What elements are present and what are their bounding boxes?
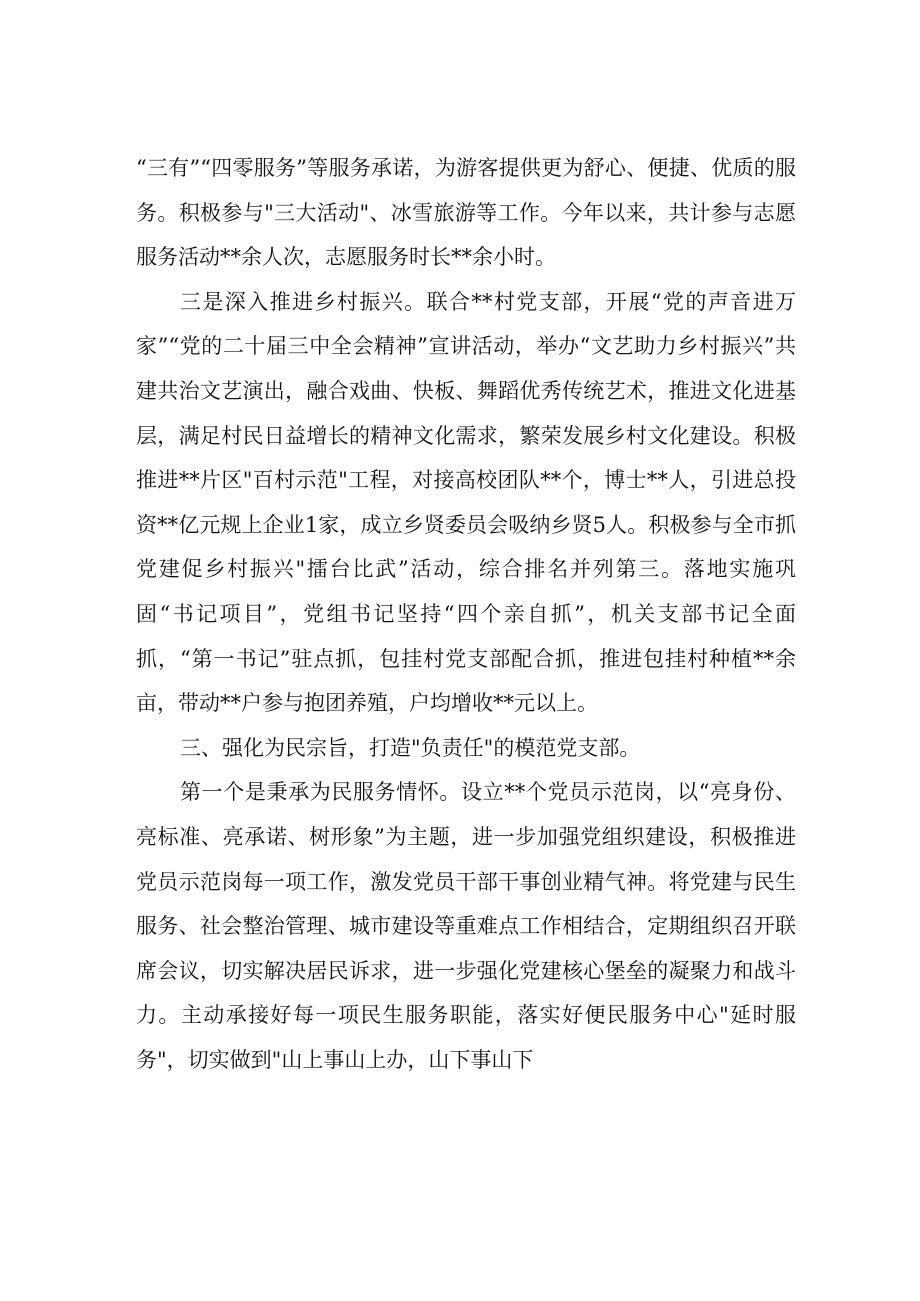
section-heading-three: 三、强化为民宗旨，打造"负责任"的模范党支部。 bbox=[180, 735, 641, 760]
document-body bbox=[136, 146, 796, 1082]
paragraph-serve-people: 第一个是秉承为民服务情怀。设立**个党员示范岗，以“亮身份、亮标准、亮承诺、树形象”为主题，进一步加强党组织建设，积极推进党员示范岗每一项工作，激发党员干部干事创业精气神。将党建与民生服务、社会整治管理、城市建设等重难点工作相结合，定期组织召开联席会议，切实解决居民诉求，进一步强化党建核心堡垒的凝聚力和战斗力。主动承接好每一项民生服务职能，落实好便民服务中心"延时服务"，切实做到"山上事山上办，山下事山下 bbox=[136, 780, 796, 1072]
paragraph-continuation: “三有”“四零服务”等服务承诺，为游客提供更为舒心、便捷、优质的服务。积极参与"三大活动"、冰雪旅游等工作。今年以来，共计参与志愿服务活动**余人次，志愿服务时长**余小时。 bbox=[136, 156, 796, 270]
paragraph-rural-revitalization: 三是深入推进乡村振兴。联合**村党支部，开展“党的声音进万家”“党的二十届三中全会精神”宣讲活动，举办“文艺助力乡村振兴”共建共治文艺演出，融合戏曲、快板、舞蹈优秀传统艺术，推进文化进基层，满足村民日益增长的精神文化需求，繁荣发展乡村文化建设。积极推进**片区"百村示范"工程，对接高校团队**个，博士**人，引进总投资**亿元规上企业1家，成立乡贤委员会吸纳乡贤5人。积极参与全市抓党建促乡村振兴"擂台比武”活动，综合排名并列第三。落地实施巩固“书记项目”，党组书记坚持“四个亲自抓”，机关支部书记全面抓，“第一书记”驻点抓，包挂村党支部配合抓，推进包挂村种植**余亩，带动**户参与抱团养殖，户均增收**元以上。 bbox=[136, 289, 796, 716]
